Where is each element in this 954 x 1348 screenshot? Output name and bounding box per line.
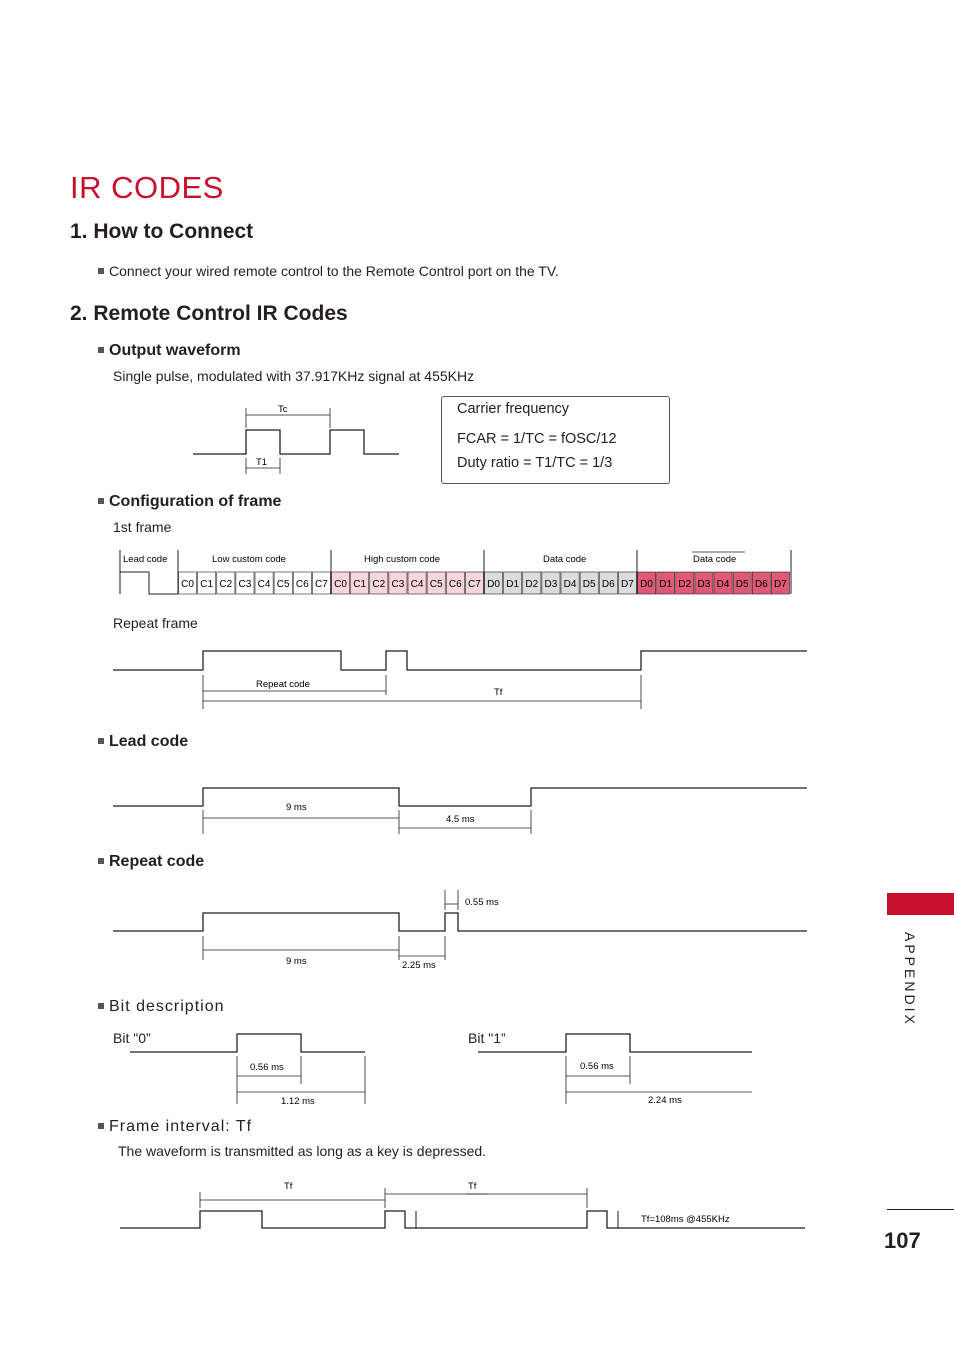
carrier-frequency-box: [441, 396, 670, 484]
bullet-square-icon: [98, 268, 104, 274]
bullet-square-icon: [98, 1123, 104, 1129]
tf1-label: Tf: [284, 1181, 293, 1192]
bit-label-data: D5: [582, 579, 596, 590]
group-label-lead: Lead code: [123, 554, 168, 565]
bit-label-data-inverted: D7: [774, 579, 787, 590]
bit-label-data-inverted: D5: [735, 579, 749, 590]
repeat-code-heading: [98, 853, 204, 871]
appendix-text: APPENDIX: [902, 932, 918, 1027]
bullet-square-icon: [98, 347, 104, 353]
frame-interval-label: Frame interval: Tf: [109, 1118, 253, 1135]
bullet-square-icon: [98, 498, 104, 504]
output-waveform-description: Single pulse, modulated with 37.917KHz signal at 455KHz: [113, 368, 475, 384]
output-waveform-diagram: [185, 398, 415, 478]
bit-label-high-custom: C3: [391, 579, 405, 590]
repeat-frame-label: Repeat frame: [113, 615, 198, 631]
bit-description-heading: [98, 998, 225, 1016]
lead-code-diagram: [110, 782, 810, 837]
repeat-9ms-label: 9 ms: [286, 956, 307, 967]
bit-label-data-inverted: D0: [640, 579, 653, 590]
bit-label-data: D4: [563, 579, 577, 590]
bit-label-data: D3: [544, 579, 558, 590]
bit-label-data: D7: [621, 579, 634, 590]
bit-label-data: D6: [601, 579, 615, 590]
bit-label-low-custom: C6: [295, 579, 309, 590]
bit-label-high-custom: C1: [353, 579, 367, 590]
configuration-frame-heading: [98, 493, 281, 511]
group-label-data: Data code: [543, 554, 587, 565]
bit-label-low-custom: C7: [315, 579, 328, 590]
bit-label-data-inverted: D2: [678, 579, 692, 590]
configuration-frame-label: Configuration of frame: [109, 493, 282, 510]
bit-label-high-custom: C0: [334, 579, 347, 590]
bit0-112-label: 1.12 ms: [281, 1096, 315, 1107]
bit-label-high-custom: C7: [468, 579, 481, 590]
lead-code-label: Lead code: [109, 733, 189, 750]
repeat-code-label: Repeat code: [109, 853, 205, 870]
bit-label-data-inverted: D4: [716, 579, 730, 590]
repeat-code-span-label: Repeat code: [256, 679, 310, 690]
lead-45ms-label: 4.5 ms: [446, 814, 475, 825]
section-heading-how-to-connect: 1. How to Connect: [70, 220, 254, 243]
output-waveform-label: Output waveform: [109, 342, 241, 359]
bit-label-low-custom: C0: [181, 579, 194, 590]
bit-label-low-custom: C3: [238, 579, 252, 590]
tc-label: Tc: [278, 404, 288, 415]
bit1-diagram: [475, 1030, 755, 1108]
tf-note-label: Tf=108ms @455KHz: [641, 1214, 730, 1225]
repeat-frame-diagram: [110, 645, 810, 715]
bit-description-label: Bit description: [109, 998, 225, 1015]
repeat-code-diagram: [110, 888, 810, 970]
bit-label-high-custom: C5: [429, 579, 443, 590]
connect-text: Connect your wired remote control to the Remote Control port on the TV.: [109, 263, 559, 279]
bit0-056-label: 0.56 ms: [250, 1062, 284, 1073]
frame-interval-heading: [98, 1118, 252, 1136]
frame-configuration-diagram: [115, 548, 795, 598]
group-label-data-inverted: Data code: [693, 554, 737, 565]
bit-label-data-inverted: D1: [659, 579, 673, 590]
bit-label-data: D2: [525, 579, 539, 590]
bit-label-low-custom: C5: [276, 579, 290, 590]
repeat-225ms-label: 2.25 ms: [402, 960, 436, 970]
bit0-label: Bit "0”: [113, 1030, 151, 1046]
connect-bullet: [98, 263, 559, 279]
t1-label: T1: [256, 457, 268, 468]
bit-label-low-custom: C1: [200, 579, 214, 590]
repeat-055ms-label: 0.55 ms: [465, 897, 499, 908]
page-number: 107: [884, 1228, 921, 1253]
first-frame-label: 1st frame: [113, 519, 172, 535]
bullet-square-icon: [98, 1003, 104, 1009]
bit-label-high-custom: C4: [410, 579, 424, 590]
bit1-224-label: 2.24 ms: [648, 1095, 682, 1106]
bit1-label: Bit "1”: [468, 1030, 506, 1046]
carrier-title: Carrier frequency: [457, 401, 570, 417]
bit-label-low-custom: C4: [257, 579, 271, 590]
page-number-rule: [887, 1209, 954, 1210]
carrier-duty: Duty ratio = T1/TC = 1/3: [457, 455, 613, 471]
bit-label-data-inverted: D6: [754, 579, 768, 590]
bullet-square-icon: [98, 738, 104, 744]
bit-label-low-custom: C2: [219, 579, 233, 590]
group-label-low-custom: Low custom code: [212, 554, 286, 565]
carrier-fcar: FCAR = 1/TC = fOSC/12: [457, 431, 617, 447]
appendix-side-label: [900, 932, 920, 1032]
frame-interval-description: The waveform is transmitted as long as a key is depressed.: [118, 1143, 487, 1159]
page-title: IR CODES: [70, 170, 224, 205]
output-waveform-heading: [98, 342, 241, 360]
appendix-tab: [887, 893, 954, 915]
bit-label-data-inverted: D3: [697, 579, 711, 590]
bit1-056-label: 0.56 ms: [580, 1061, 614, 1072]
bit-label-data: D0: [487, 579, 500, 590]
group-label-high-custom: High custom code: [364, 554, 441, 565]
bit-label-high-custom: C6: [448, 579, 462, 590]
tf-span-label: Tf: [494, 687, 503, 698]
bit-label-high-custom: C2: [372, 579, 386, 590]
bit-label-data: D1: [506, 579, 520, 590]
bullet-square-icon: [98, 858, 104, 864]
bit0-diagram: [125, 1030, 370, 1108]
section-heading-ir-codes: 2. Remote Control IR Codes: [70, 302, 348, 325]
lead-code-heading: [98, 733, 188, 751]
tf2-label: Tf: [468, 1181, 477, 1192]
lead-9ms-label: 9 ms: [286, 802, 307, 813]
frame-interval-diagram: [115, 1176, 810, 1234]
